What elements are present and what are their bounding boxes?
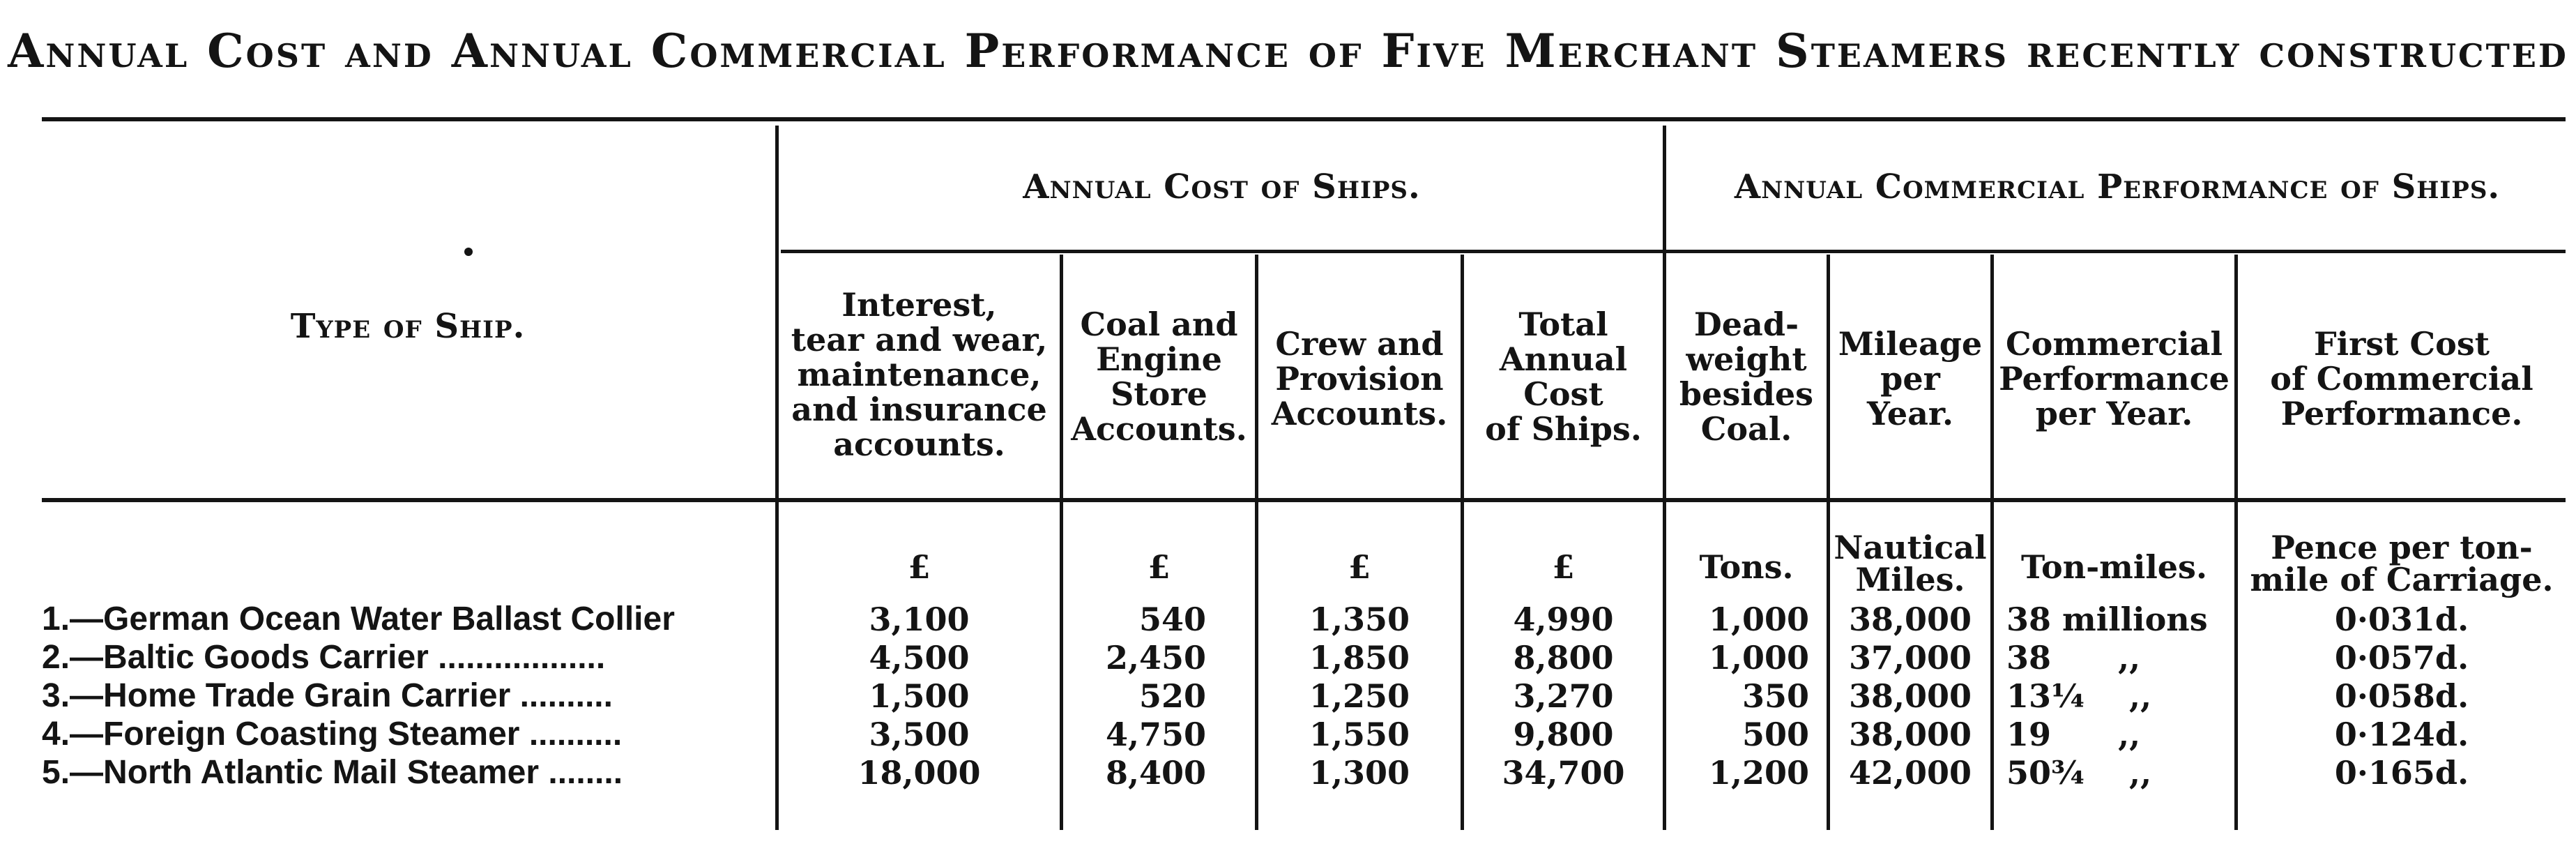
- cell-crew: 1,850: [1309, 639, 1410, 677]
- cell-crew: 1,300: [1309, 754, 1410, 792]
- cell-deadweight: 1,000: [1708, 639, 1809, 677]
- cell-ton-miles: 13¼ ,,: [2006, 677, 2152, 715]
- unit-ton-miles: Ton-miles.: [2021, 548, 2207, 586]
- cell-total-cost: 9,800: [1513, 716, 1614, 753]
- cell-coal: 8,400: [1105, 754, 1206, 792]
- cell-ton-miles: 50¾ ,,: [2006, 754, 2152, 792]
- row-name: 2.—Baltic Goods Carrier ..................: [42, 639, 606, 676]
- group-rule: [781, 250, 2566, 253]
- unit-total-cost: £: [1552, 548, 1575, 586]
- cell-ton-miles: 38 ,,: [2006, 639, 2141, 677]
- row-name: 3.—Home Trade Grain Carrier ..........: [42, 677, 613, 714]
- cell-interest: 3,100: [869, 601, 970, 638]
- cell-deadweight: 500: [1742, 716, 1809, 753]
- row-name: 5.—North Atlantic Mail Steamer ........: [42, 754, 623, 791]
- cell-interest: 3,500: [869, 716, 970, 753]
- cell-ton-miles: 19 ,,: [2006, 716, 2141, 753]
- cell-coal: 4,750: [1105, 716, 1206, 753]
- cell-total-cost: 8,800: [1513, 639, 1614, 677]
- cell-crew: 1,250: [1309, 677, 1410, 715]
- cell-interest: 4,500: [869, 639, 970, 677]
- cell-first-cost: 0·165d.: [2334, 754, 2469, 792]
- group-header-annual-cost: Annual Cost of Ships.: [1023, 167, 1421, 206]
- row-name: 4.—Foreign Coasting Steamer ..........: [42, 716, 623, 753]
- cell-deadweight: 350: [1742, 677, 1809, 715]
- column-header-total-cost: Total Annual Cost of Ships.: [1485, 305, 1642, 448]
- cell-mileage: 38,000: [1848, 677, 1972, 715]
- cell-first-cost: 0·058d.: [2334, 677, 2469, 715]
- cell-first-cost: 0·057d.: [2334, 639, 2469, 677]
- unit-coal: £: [1148, 548, 1171, 586]
- unit-mileage: Nautical Miles.: [1834, 529, 1987, 598]
- cell-coal: 2,450: [1105, 639, 1206, 677]
- column-header-commercial-performance: Commercial Performance per Year.: [1999, 325, 2230, 432]
- header-rule: [42, 498, 2566, 502]
- column-header-mileage: Mileage per Year.: [1838, 325, 1983, 432]
- cell-total-cost: 34,700: [1502, 754, 1625, 792]
- cell-interest: 18,000: [858, 754, 981, 792]
- cell-deadweight: 1,200: [1708, 754, 1809, 792]
- column-header-interest: Interest, tear and wear, maintenance, and insurance accounts.: [791, 286, 1048, 463]
- cell-deadweight: 1,000: [1708, 601, 1809, 638]
- group-header-commercial-performance: Annual Commercial Performance of Ships.: [1734, 167, 2501, 206]
- cell-coal: 540: [1138, 601, 1206, 638]
- row-name: 1.—German Ocean Water Ballast Collier: [42, 601, 675, 637]
- column-header-coal: Coal and Engine Store Accounts.: [1071, 305, 1247, 448]
- column-header-first-cost: First Cost of Commercial Performance.: [2270, 325, 2533, 432]
- cell-total-cost: 4,990: [1513, 601, 1614, 638]
- cell-total-cost: 3,270: [1513, 677, 1614, 715]
- cell-coal: 520: [1138, 677, 1206, 715]
- cell-interest: 1,500: [869, 677, 970, 715]
- cell-first-cost: 0·031d.: [2334, 601, 2469, 638]
- unit-interest: £: [908, 548, 931, 586]
- column-header-crew: Crew and Provision Accounts.: [1271, 325, 1448, 432]
- cell-mileage: 38,000: [1848, 716, 1972, 753]
- top-rule: [42, 117, 2566, 121]
- header-dot: [464, 248, 473, 256]
- cell-crew: 1,350: [1309, 601, 1410, 638]
- cell-first-cost: 0·124d.: [2334, 716, 2469, 753]
- cell-mileage: 37,000: [1848, 639, 1972, 677]
- unit-pence: Pence per ton- mile of Carriage.: [2250, 529, 2554, 598]
- column-header-deadweight: Dead- weight besides Coal.: [1679, 305, 1814, 448]
- cell-ton-miles: 38 millions: [2006, 601, 2208, 638]
- table-title: Annual Cost and Annual Commercial Performance of Five Merchant Steamers recently constructed: [8, 24, 2568, 78]
- unit-crew: £: [1348, 548, 1371, 586]
- cell-crew: 1,550: [1309, 716, 1410, 753]
- cell-mileage: 42,000: [1848, 754, 1972, 792]
- type-of-ship-header: Type of Ship.: [290, 307, 526, 346]
- unit-deadweight: Tons.: [1699, 548, 1794, 586]
- cell-mileage: 38,000: [1848, 601, 1972, 638]
